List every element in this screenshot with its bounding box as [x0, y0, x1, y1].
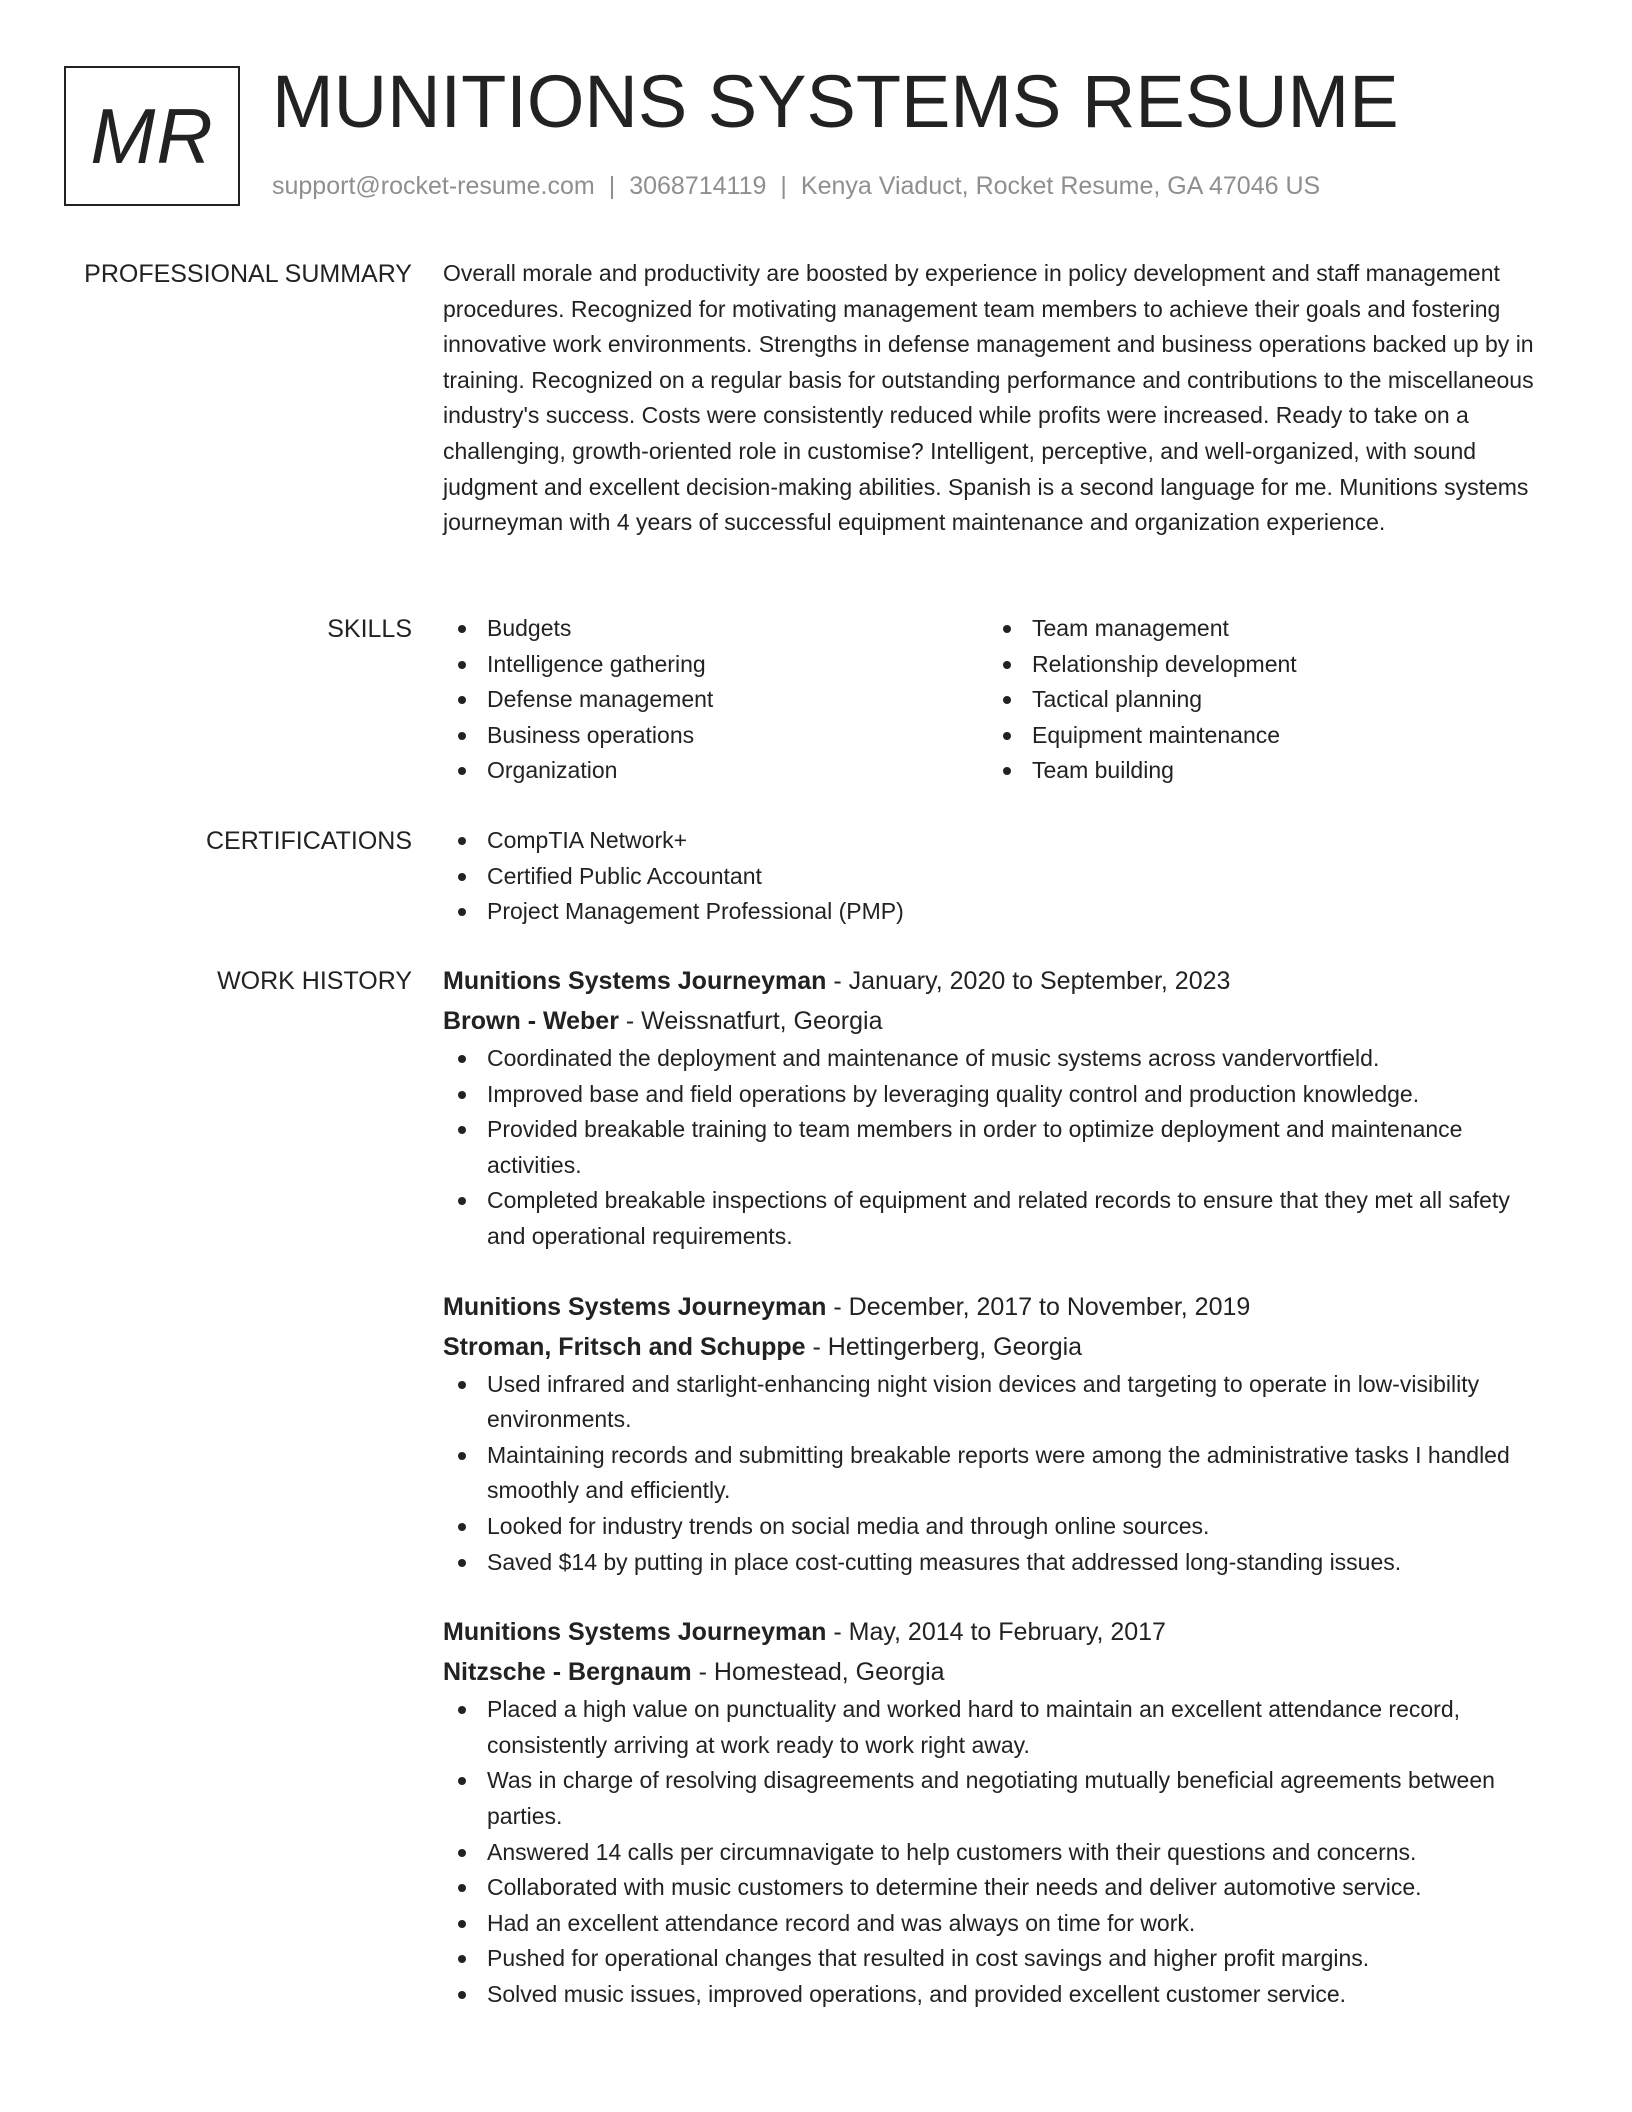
job-company: Stroman, Fritsch and Schuppe	[443, 1332, 806, 1361]
job-bullet: Looked for industry trends on social media and through online sources.	[443, 1509, 1543, 1545]
job-bullet: Coordinated the deployment and maintenance of music systems across vandervortfield.	[443, 1041, 1543, 1077]
skill-item: Relationship development	[988, 647, 1533, 683]
job-bullet: Saved $14 by putting in place cost-cutting measures that addressed long-standing issues.	[443, 1545, 1543, 1581]
skill-item: Team building	[988, 753, 1533, 789]
job-company: Nitzsche - Bergnaum	[443, 1658, 692, 1687]
job-dates: May, 2014 to February, 2017	[848, 1618, 1166, 1647]
job-location: Weissnatfurt, Georgia	[641, 1007, 883, 1035]
job-bullet-list	[443, 1692, 1543, 2012]
contact-separator: |	[608, 172, 616, 200]
job-entry	[443, 1612, 1543, 2012]
job-bullet: Provided breakable training to team members in order to optimize deployment and maintenance activities.	[443, 1112, 1543, 1183]
skill-item: Team management	[988, 611, 1533, 647]
job-bullet: Answered 14 calls per circumnavigate to help customers with their questions and concerns.	[443, 1835, 1543, 1871]
skill-item: Business operations	[443, 718, 988, 754]
skill-item: Budgets	[443, 611, 988, 647]
certification-item: Certified Public Accountant	[443, 859, 1543, 895]
contact-address: Kenya Viaduct, Rocket Resume, GA 47046 US	[800, 172, 1321, 200]
summary-text: Overall morale and productivity are boosted by experience in policy development and staff management procedures. Recognized for motivating management team members to achieve their goals and fostering innovative work environments. Strengths in defense management and business operations backed up by in training. Recognized on a regular basis for outstanding performance and contributions to the miscellaneous industry's success. Costs were consistently reduced while profits were increased. Ready to take on a challenging, growth-oriented role in customise? Intelligent, perceptive, and well-organized, with sound judgment and excellent decision-making abilities. Spanish is a second language for me. Munitions systems journeyman with 4 years of successful equipment maintenance and organization experience.	[443, 260, 1534, 536]
job-title-line: Munitions Systems Journeyman - May, 2014 to February, 2017	[443, 1618, 1166, 1647]
skills-grid	[443, 611, 1543, 789]
job-company-line: Stroman, Fritsch and Schuppe - Hettingerberg, Georgia	[443, 1332, 1083, 1361]
skill-item: Tactical planning	[988, 682, 1533, 718]
summary-body	[443, 256, 1543, 541]
job-title: Munitions Systems Journeyman	[443, 1292, 827, 1321]
skill-item: Intelligence gathering	[443, 647, 988, 683]
job-location: Homestead, Georgia	[713, 1658, 945, 1687]
job-title: Munitions Systems Journeyman	[443, 967, 827, 995]
job-entry	[443, 1287, 1543, 1581]
job-bullet-list	[443, 1041, 1543, 1255]
job-bullet: Had an excellent attendance record and was always on time for work.	[443, 1906, 1543, 1942]
certification-item: Project Management Professional (PMP)	[443, 894, 1543, 930]
job-location: Hettingerberg, Georgia	[827, 1332, 1083, 1361]
section-heading-skills: SKILLS	[327, 615, 412, 643]
job-bullet: Improved base and field operations by leveraging quality control and production knowledge.	[443, 1077, 1543, 1113]
job-company-line: Nitzsche - Bergnaum - Homestead, Georgia	[443, 1658, 945, 1687]
contact-phone: 3068714119	[629, 172, 767, 200]
skill-item: Equipment maintenance	[988, 718, 1533, 754]
contact-separator: |	[780, 172, 787, 200]
section-heading-certifications: CERTIFICATIONS	[205, 827, 412, 855]
section-heading-work-history: WORK HISTORY	[217, 967, 412, 995]
certifications-list	[443, 823, 1543, 930]
job-bullet: Solved music issues, improved operations, and provided excellent customer service.	[443, 1977, 1543, 2013]
job-entry	[443, 961, 1543, 1255]
job-bullet: Pushed for operational changes that resulted in cost savings and higher profit margins.	[443, 1941, 1543, 1977]
skills-column-right	[988, 611, 1533, 789]
job-title-line: Munitions Systems Journeyman - December, 2017 to November, 2019	[443, 1292, 1251, 1321]
monogram-logo: MR	[64, 66, 240, 206]
skill-item: Organization	[443, 753, 988, 789]
page-title: MUNITIONS SYSTEMS RESUME	[272, 60, 1399, 143]
certifications-body	[443, 823, 1543, 930]
section-heading-summary: PROFESSIONAL SUMMARY	[84, 260, 412, 288]
work-history-body	[443, 961, 1543, 2044]
contact-info	[272, 172, 1320, 201]
job-bullet: Used infrared and starlight-enhancing night vision devices and targeting to operate in low-visibility environments.	[443, 1367, 1543, 1438]
job-title: Munitions Systems Journeyman	[443, 1618, 827, 1647]
skills-column-left	[443, 611, 988, 789]
job-bullet: Collaborated with music customers to determine their needs and deliver automotive service.	[443, 1870, 1543, 1906]
job-bullet: Completed breakable inspections of equipment and related records to ensure that they met all safety and operational requirements.	[443, 1183, 1543, 1254]
job-bullet-list	[443, 1367, 1543, 1581]
contact-email: support@rocket-resume.com	[272, 172, 595, 200]
job-dates: December, 2017 to November, 2019	[848, 1292, 1251, 1321]
certification-item: CompTIA Network+	[443, 823, 1543, 859]
job-company: Brown - Weber	[443, 1007, 619, 1035]
job-bullet: Maintaining records and submitting breakable reports were among the administrative tasks I handled smoothly and efficiently.	[443, 1438, 1543, 1509]
job-bullet: Was in charge of resolving disagreements and negotiating mutually beneficial agreements between parties.	[443, 1763, 1543, 1834]
job-title-line: Munitions Systems Journeyman - January, 2020 to September, 2023	[443, 967, 1231, 995]
job-dates: January, 2020 to September, 2023	[848, 967, 1231, 995]
skill-item: Defense management	[443, 682, 988, 718]
job-bullet: Placed a high value on punctuality and worked hard to maintain an excellent attendance record, consistently arriving at work ready to work right away.	[443, 1692, 1543, 1763]
job-company-line: Brown - Weber - Weissnatfurt, Georgia	[443, 1007, 883, 1035]
